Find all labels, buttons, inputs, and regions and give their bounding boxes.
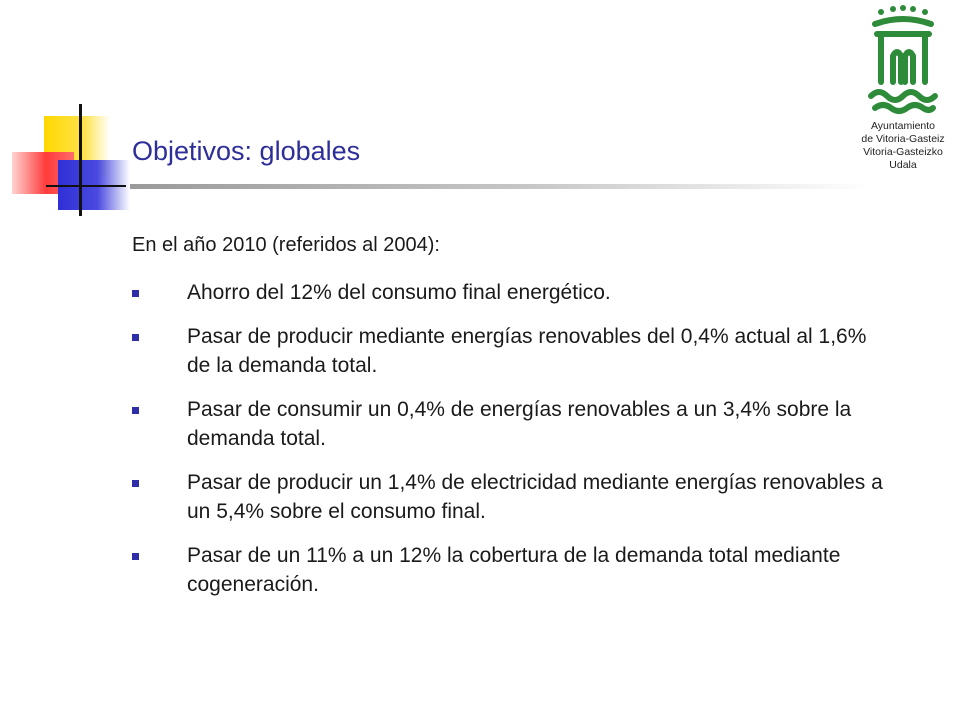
city-logo bbox=[848, 4, 958, 194]
logo-caption bbox=[848, 120, 958, 172]
slide-title: Objetivos: globales bbox=[132, 136, 361, 166]
list-item bbox=[132, 322, 892, 380]
square-bullet-icon bbox=[132, 407, 139, 414]
list-item-text: Pasar de consumir un 0,4% de energías renovables a un 3,4% sobre la demanda total. bbox=[187, 398, 852, 450]
list-item-text: Pasar de un 11% a un 12% la cobertura de la demanda total mediante cogeneración. bbox=[187, 544, 841, 596]
vertical-line bbox=[79, 104, 82, 216]
logo-line: Ayuntamiento bbox=[870, 120, 935, 132]
square-bullet-icon bbox=[132, 334, 139, 341]
list-item bbox=[132, 395, 892, 453]
square-bullet-icon bbox=[132, 553, 139, 560]
objectives-list bbox=[132, 278, 892, 614]
list-item bbox=[132, 468, 892, 526]
list-item-text: Ahorro del 12% del consumo final energético. bbox=[187, 281, 611, 304]
castle-crest-icon bbox=[867, 4, 939, 116]
title-underline bbox=[130, 184, 870, 189]
horizontal-line bbox=[46, 185, 126, 187]
list-item-text: Pasar de producir un 1,4% de electricidad mediante energías renovables a un 5,4% sobre el consumo final. bbox=[187, 471, 883, 523]
decorative-squares bbox=[0, 100, 130, 220]
square-bullet-icon bbox=[132, 290, 139, 297]
intro-text: En el año 2010 (referidos al 2004): bbox=[132, 234, 440, 256]
square-bullet-icon bbox=[132, 480, 139, 487]
logo-line: de Vitoria-Gasteiz bbox=[861, 133, 945, 145]
logo-line: Vitoria-Gasteizko bbox=[863, 146, 943, 158]
list-item-text: Pasar de producir mediante energías renovables del 0,4% actual al 1,6% de la demanda total. bbox=[187, 325, 867, 377]
list-item bbox=[132, 278, 892, 307]
logo-line: Udala bbox=[889, 159, 917, 171]
list-item bbox=[132, 541, 892, 599]
